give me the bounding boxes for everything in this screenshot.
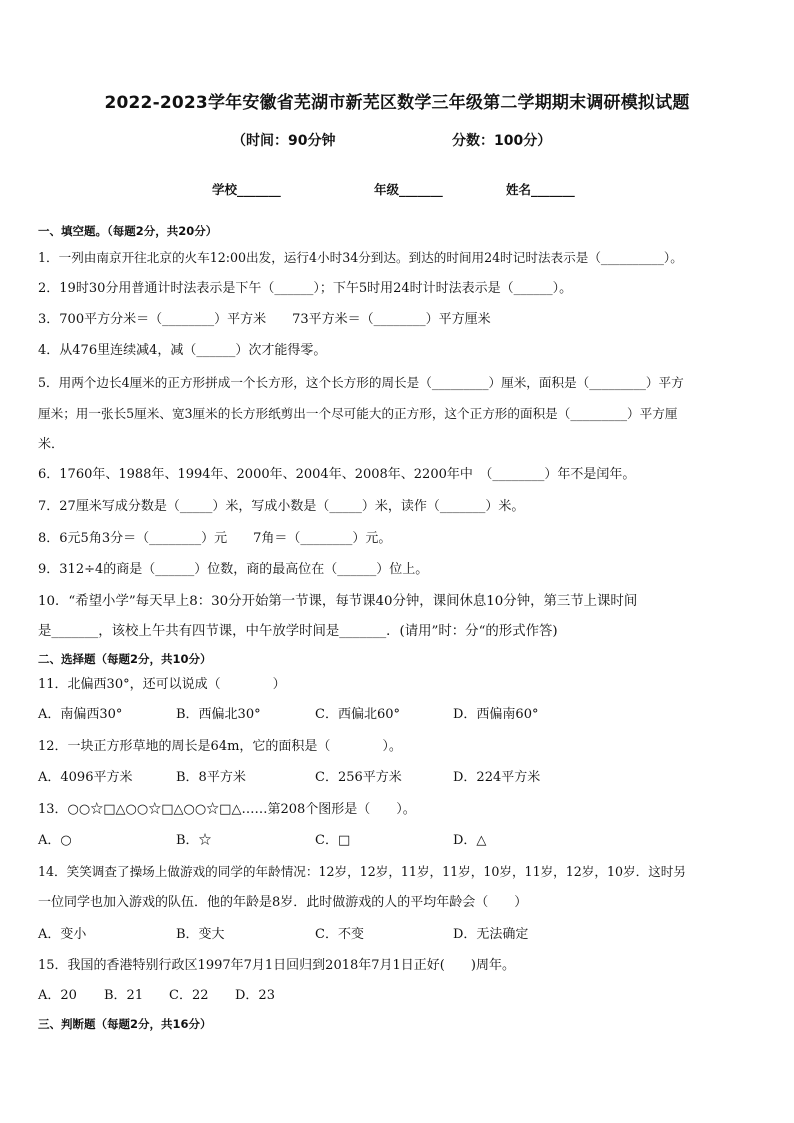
q12-option-c: C．256平方米 [315, 770, 402, 785]
question-9: 9．312÷4的商是（______）位数，商的最高位在（______）位上。 [38, 562, 429, 577]
section-heading-choice: 二、选择题（每题2分，共10分） [38, 652, 212, 666]
q15-option-d: D．23 [235, 988, 275, 1003]
question-12: 12．一块正方形草地的周长是64m，它的面积是（ ）。 [38, 739, 402, 754]
question-7: 7．27厘米写成分数是（_____）米，写成小数是（_____）米，读作（_______）米。 [38, 499, 525, 514]
q11-option-c: C．西偏北60° [315, 707, 400, 722]
q15-option-c: C．22 [169, 988, 209, 1003]
q12-option-d: D．224平方米 [453, 770, 541, 785]
question-1: 1．一列由南京开往北京的火车12:00出发，运行4小时34分到达。到达的时间用24时记时法表示是（__________）。 [38, 250, 683, 265]
q13-option-b: B．☆ [176, 833, 212, 848]
q15-option-a: A．20 [38, 988, 77, 1003]
question-5-line-2: 厘米；用一张长5厘米、宽3厘米的长方形纸剪出一个尽可能大的正方形，这个正方形的面积是（_________）平方厘 [38, 406, 678, 421]
q11-option-a: A．南偏西30° [38, 707, 123, 722]
section-heading-true-false: 三、判断题（每题2分，共16分） [38, 1017, 212, 1031]
q13-option-d: D．△ [453, 833, 487, 848]
q11-option-b: B．西偏北30° [176, 707, 261, 722]
question-5-line-3: 米． [38, 437, 65, 452]
question-4: 4．从476里连续减4，减（______）次才能得零。 [38, 343, 327, 358]
score-label: 分数：100分） [452, 133, 552, 149]
question-15: 15．我国的香港特别行政区1997年7月1日回归到2018年7月1日正好( )周年。 [38, 958, 515, 973]
q14-option-d: D．无法确定 [453, 927, 529, 942]
q12-option-a: A．4096平方米 [38, 770, 133, 785]
grade-field: 年级_______ [374, 182, 443, 197]
q14-option-c: C．不变 [315, 927, 364, 942]
q15-option-b: B．21 [104, 988, 144, 1003]
exam-meta [0, 130, 794, 152]
exam-title: 2022-2023学年安徽省芜湖市新芜区数学三年级第二学期期末调研模拟试题 [104, 93, 690, 113]
q12-option-b: B．8平方米 [176, 770, 246, 785]
school-field: 学校_______ [212, 182, 281, 197]
question-10-line-1: 10．“希望小学”每天早上8：30分开始第一节课，每节课40分钟，课间休息10分钟，第三节上课时间 [38, 594, 638, 609]
q13-option-c: C．□ [315, 833, 351, 848]
q14-option-a: A．变小 [38, 927, 87, 942]
name-field: 姓名_______ [506, 182, 575, 197]
question-8: 8．6元5角3分＝（________）元 7角＝（________）元。 [38, 531, 392, 546]
section-heading-fill-blank: 一、填空题。（每题2分，共20分） [38, 224, 218, 238]
question-10-line-2: 是_______，该校上午共有四节课，中午放学时间是_______．(请用”时：分“的形式作答) [38, 624, 558, 639]
question-11: 11．北偏西30°，还可以说成（ ） [38, 677, 286, 692]
question-3: 3．700平方分米＝（________）平方米 73平方米＝（________）平方厘米 [38, 312, 491, 327]
question-5-line-1: 5．用两个边长4厘米的正方形拼成一个长方形，这个长方形的周长是（_________）厘米，面积是（_________）平方 [38, 375, 684, 390]
q14-option-b: B．变大 [176, 927, 225, 942]
q11-option-d: D．西偏南60° [453, 707, 539, 722]
time-label: （时间：90分钟 [232, 133, 336, 149]
question-2: 2．19时30分用普通计时法表示是下午（______）；下午5时用24时计时法表示是（______）。 [38, 281, 573, 296]
question-14-line-1: 14．笑笑调查了操场上做游戏的同学的年龄情况：12岁，12岁，11岁，11岁，10岁，11岁，12岁，10岁．这时另 [38, 864, 686, 879]
question-13: 13．○○☆□△○○☆□△○○☆□△……第208个图形是（ ）。 [38, 802, 416, 817]
question-6: 6．1760年、1988年、1994年、2000年、2004年、2008年、2200年中 （________）年不是闰年。 [38, 467, 636, 482]
q13-option-a: A．○ [38, 833, 72, 848]
question-14-line-2: 一位同学也加入游戏的队伍．他的年龄是8岁．此时做游戏的人的平均年龄会（ ） [38, 895, 528, 910]
student-info [0, 180, 794, 200]
